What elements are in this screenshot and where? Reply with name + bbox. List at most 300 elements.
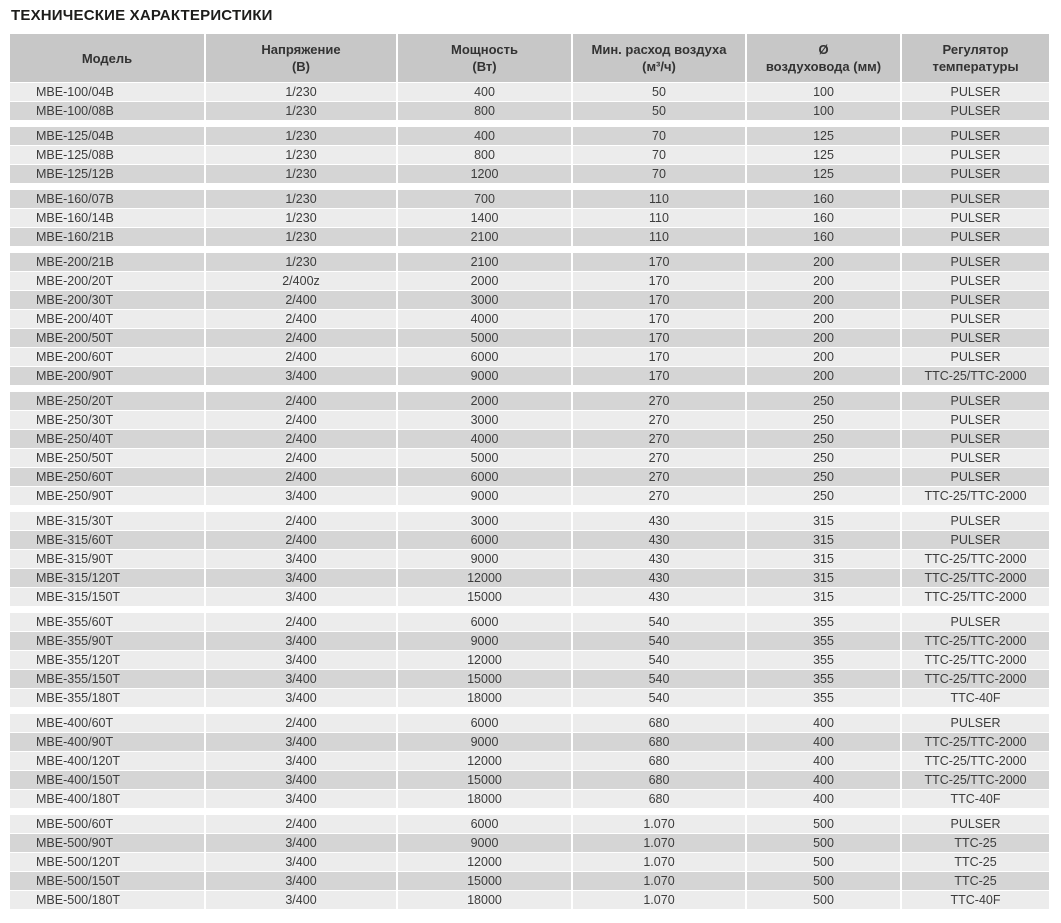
cell-power: 400 (398, 127, 571, 145)
cell-power: 4000 (398, 430, 571, 448)
cell-duct-diameter: 125 (747, 146, 900, 164)
cell-temp-regulator: PULSER (902, 253, 1049, 271)
cell-duct-diameter: 250 (747, 468, 900, 486)
column-header-label: Регулятор (942, 42, 1009, 57)
cell-model: MBE-250/90T (10, 487, 204, 505)
cell-model: MBE-355/150T (10, 670, 204, 688)
cell-airflow: 170 (573, 329, 745, 347)
cell-duct-diameter: 355 (747, 632, 900, 650)
cell-airflow: 430 (573, 512, 745, 530)
table-row (10, 430, 1051, 448)
cell-voltage: 3/400 (206, 733, 396, 751)
cell-temp-regulator: TTC-25/TTC-2000 (902, 632, 1049, 650)
cell-duct-diameter: 500 (747, 834, 900, 852)
cell-airflow: 70 (573, 165, 745, 183)
table-row (10, 632, 1051, 650)
cell-temp-regulator: PULSER (902, 83, 1049, 101)
cell-voltage: 3/400 (206, 872, 396, 890)
cell-temp-regulator: PULSER (902, 531, 1049, 549)
cell-temp-regulator: TTC-25 (902, 834, 1049, 852)
cell-model: MBE-400/120T (10, 752, 204, 770)
table-row (10, 569, 1051, 587)
cell-temp-regulator: PULSER (902, 228, 1049, 246)
cell-airflow: 540 (573, 689, 745, 707)
cell-voltage: 3/400 (206, 752, 396, 770)
cell-airflow: 110 (573, 190, 745, 208)
column-header-sublabel: (м³/ч) (642, 59, 676, 74)
table-row (10, 771, 1051, 789)
column-header-airflow (573, 34, 745, 82)
cell-airflow: 430 (573, 531, 745, 549)
table-row (10, 752, 1051, 770)
cell-model: MBE-315/120T (10, 569, 204, 587)
cell-power: 2000 (398, 272, 571, 290)
column-header-label: Ø (818, 42, 829, 57)
cell-power: 1400 (398, 209, 571, 227)
cell-model: MBE-250/60T (10, 468, 204, 486)
cell-temp-regulator: PULSER (902, 468, 1049, 486)
cell-duct-diameter: 355 (747, 613, 900, 631)
cell-voltage: 2/400 (206, 430, 396, 448)
cell-power: 3000 (398, 411, 571, 429)
table-row (10, 891, 1051, 909)
cell-power: 9000 (398, 487, 571, 505)
cell-power: 9000 (398, 550, 571, 568)
cell-temp-regulator: PULSER (902, 430, 1049, 448)
cell-temp-regulator: PULSER (902, 512, 1049, 530)
cell-temp-regulator: PULSER (902, 815, 1049, 833)
specs-table (10, 34, 1051, 909)
cell-airflow: 680 (573, 752, 745, 770)
cell-airflow: 270 (573, 430, 745, 448)
cell-voltage: 1/230 (206, 190, 396, 208)
cell-model: MBE-200/21B (10, 253, 204, 271)
cell-model: MBE-160/21B (10, 228, 204, 246)
cell-voltage: 3/400 (206, 771, 396, 789)
table-row (10, 392, 1051, 410)
cell-power: 15000 (398, 588, 571, 606)
cell-temp-regulator: TTC-25 (902, 872, 1049, 890)
cell-airflow: 540 (573, 670, 745, 688)
group-separator (10, 708, 1051, 713)
cell-temp-regulator: TTC-25/TTC-2000 (902, 487, 1049, 505)
cell-voltage: 2/400 (206, 449, 396, 467)
cell-model: MBE-160/07B (10, 190, 204, 208)
table-header-row (10, 34, 1051, 82)
cell-duct-diameter: 200 (747, 310, 900, 328)
cell-voltage: 2/400 (206, 348, 396, 366)
table-row (10, 449, 1051, 467)
cell-temp-regulator: PULSER (902, 714, 1049, 732)
cell-voltage: 2/400 (206, 714, 396, 732)
table-row (10, 272, 1051, 290)
cell-model: MBE-500/90T (10, 834, 204, 852)
cell-temp-regulator: TTC-25/TTC-2000 (902, 569, 1049, 587)
cell-temp-regulator: PULSER (902, 165, 1049, 183)
cell-airflow: 70 (573, 146, 745, 164)
cell-power: 4000 (398, 310, 571, 328)
cell-temp-regulator: PULSER (902, 348, 1049, 366)
cell-model: MBE-500/180T (10, 891, 204, 909)
cell-power: 6000 (398, 531, 571, 549)
cell-voltage: 3/400 (206, 588, 396, 606)
cell-airflow: 170 (573, 272, 745, 290)
cell-airflow: 70 (573, 127, 745, 145)
table-row (10, 512, 1051, 530)
cell-temp-regulator: PULSER (902, 291, 1049, 309)
table-row (10, 550, 1051, 568)
cell-model: MBE-500/150T (10, 872, 204, 890)
cell-temp-regulator: TTC-25/TTC-2000 (902, 752, 1049, 770)
cell-airflow: 270 (573, 449, 745, 467)
group-separator (10, 607, 1051, 612)
cell-voltage: 3/400 (206, 550, 396, 568)
cell-voltage: 3/400 (206, 367, 396, 385)
table-row (10, 689, 1051, 707)
column-header-duct-diameter (747, 34, 900, 82)
cell-model: MBE-315/30T (10, 512, 204, 530)
cell-airflow: 270 (573, 392, 745, 410)
cell-temp-regulator: PULSER (902, 127, 1049, 145)
cell-temp-regulator: PULSER (902, 613, 1049, 631)
table-row (10, 411, 1051, 429)
column-header-label: Мин. расход воздуха (591, 42, 727, 57)
cell-power: 2100 (398, 228, 571, 246)
column-header-temp-regulator (902, 34, 1049, 82)
table-row (10, 468, 1051, 486)
cell-temp-regulator: PULSER (902, 146, 1049, 164)
cell-model: MBE-355/60T (10, 613, 204, 631)
cell-duct-diameter: 200 (747, 348, 900, 366)
cell-power: 12000 (398, 651, 571, 669)
cell-duct-diameter: 400 (747, 714, 900, 732)
cell-duct-diameter: 315 (747, 569, 900, 587)
cell-duct-diameter: 200 (747, 329, 900, 347)
cell-duct-diameter: 100 (747, 83, 900, 101)
cell-power: 1200 (398, 165, 571, 183)
cell-airflow: 170 (573, 291, 745, 309)
cell-duct-diameter: 355 (747, 689, 900, 707)
cell-duct-diameter: 315 (747, 531, 900, 549)
cell-airflow: 680 (573, 771, 745, 789)
cell-temp-regulator: PULSER (902, 310, 1049, 328)
cell-power: 6000 (398, 613, 571, 631)
cell-model: MBE-100/08B (10, 102, 204, 120)
cell-duct-diameter: 250 (747, 487, 900, 505)
cell-temp-regulator: TTC-25/TTC-2000 (902, 367, 1049, 385)
group-separator (10, 506, 1051, 511)
cell-model: MBE-400/60T (10, 714, 204, 732)
cell-airflow: 540 (573, 632, 745, 650)
cell-temp-regulator: TTC-25/TTC-2000 (902, 588, 1049, 606)
cell-voltage: 2/400 (206, 411, 396, 429)
cell-temp-regulator: TTC-25/TTC-2000 (902, 771, 1049, 789)
cell-airflow: 110 (573, 228, 745, 246)
table-row (10, 714, 1051, 732)
cell-duct-diameter: 500 (747, 853, 900, 871)
cell-model: MBE-355/180T (10, 689, 204, 707)
cell-airflow: 1.070 (573, 834, 745, 852)
cell-model: MBE-200/20T (10, 272, 204, 290)
cell-voltage: 3/400 (206, 891, 396, 909)
table-row (10, 531, 1051, 549)
cell-voltage: 3/400 (206, 569, 396, 587)
cell-power: 18000 (398, 891, 571, 909)
group-separator (10, 121, 1051, 126)
cell-model: MBE-355/120T (10, 651, 204, 669)
cell-model: MBE-250/40T (10, 430, 204, 448)
cell-duct-diameter: 125 (747, 165, 900, 183)
cell-power: 12000 (398, 752, 571, 770)
cell-airflow: 270 (573, 411, 745, 429)
cell-airflow: 1.070 (573, 815, 745, 833)
cell-voltage: 2/400 (206, 291, 396, 309)
table-row (10, 310, 1051, 328)
cell-temp-regulator: PULSER (902, 102, 1049, 120)
cell-model: MBE-250/30T (10, 411, 204, 429)
cell-power: 6000 (398, 468, 571, 486)
cell-duct-diameter: 250 (747, 430, 900, 448)
cell-model: MBE-400/150T (10, 771, 204, 789)
cell-duct-diameter: 100 (747, 102, 900, 120)
cell-voltage: 2/400 (206, 329, 396, 347)
cell-power: 9000 (398, 733, 571, 751)
column-header-sublabel: температуры (932, 59, 1019, 74)
cell-model: MBE-250/20T (10, 392, 204, 410)
cell-power: 12000 (398, 853, 571, 871)
cell-power: 800 (398, 102, 571, 120)
cell-model: MBE-400/180T (10, 790, 204, 808)
cell-model: MBE-200/40T (10, 310, 204, 328)
cell-voltage: 3/400 (206, 689, 396, 707)
cell-airflow: 1.070 (573, 853, 745, 871)
cell-duct-diameter: 500 (747, 872, 900, 890)
table-row (10, 190, 1051, 208)
table-row (10, 613, 1051, 631)
column-header-sublabel: (Вт) (472, 59, 497, 74)
page-title: ТЕХНИЧЕСКИЕ ХАРАКТЕРИСТИКИ (11, 7, 273, 24)
cell-voltage: 3/400 (206, 834, 396, 852)
cell-model: MBE-200/30T (10, 291, 204, 309)
cell-temp-regulator: PULSER (902, 272, 1049, 290)
column-header-model (10, 34, 204, 82)
cell-voltage: 2/400 (206, 613, 396, 631)
table-row (10, 348, 1051, 366)
cell-airflow: 680 (573, 733, 745, 751)
column-header-label: Модель (81, 50, 133, 66)
cell-airflow: 110 (573, 209, 745, 227)
cell-power: 18000 (398, 790, 571, 808)
cell-airflow: 170 (573, 310, 745, 328)
cell-power: 6000 (398, 815, 571, 833)
cell-power: 18000 (398, 689, 571, 707)
cell-voltage: 2/400 (206, 392, 396, 410)
cell-voltage: 3/400 (206, 632, 396, 650)
cell-duct-diameter: 355 (747, 670, 900, 688)
cell-airflow: 430 (573, 550, 745, 568)
table-row (10, 651, 1051, 669)
table-body (10, 83, 1051, 909)
cell-duct-diameter: 200 (747, 291, 900, 309)
group-separator (10, 184, 1051, 189)
table-row (10, 209, 1051, 227)
cell-duct-diameter: 500 (747, 815, 900, 833)
cell-duct-diameter: 500 (747, 891, 900, 909)
cell-airflow: 1.070 (573, 872, 745, 890)
table-row (10, 253, 1051, 271)
cell-duct-diameter: 315 (747, 588, 900, 606)
cell-temp-regulator: TTC-25 (902, 853, 1049, 871)
cell-power: 5000 (398, 329, 571, 347)
cell-duct-diameter: 400 (747, 733, 900, 751)
cell-model: MBE-315/60T (10, 531, 204, 549)
cell-power: 6000 (398, 348, 571, 366)
cell-model: MBE-200/60T (10, 348, 204, 366)
cell-voltage: 1/230 (206, 209, 396, 227)
cell-airflow: 50 (573, 83, 745, 101)
cell-model: MBE-500/60T (10, 815, 204, 833)
table-row (10, 670, 1051, 688)
cell-airflow: 540 (573, 613, 745, 631)
cell-power: 15000 (398, 670, 571, 688)
cell-airflow: 1.070 (573, 891, 745, 909)
cell-airflow: 170 (573, 367, 745, 385)
cell-duct-diameter: 400 (747, 771, 900, 789)
column-header-voltage (206, 34, 396, 82)
cell-power: 700 (398, 190, 571, 208)
cell-power: 15000 (398, 872, 571, 890)
cell-power: 5000 (398, 449, 571, 467)
cell-duct-diameter: 200 (747, 272, 900, 290)
cell-temp-regulator: TTC-40F (902, 790, 1049, 808)
group-separator (10, 386, 1051, 391)
cell-voltage: 1/230 (206, 83, 396, 101)
cell-voltage: 3/400 (206, 651, 396, 669)
cell-temp-regulator: TTC-40F (902, 689, 1049, 707)
cell-duct-diameter: 315 (747, 512, 900, 530)
cell-airflow: 170 (573, 348, 745, 366)
table-row (10, 228, 1051, 246)
cell-airflow: 680 (573, 790, 745, 808)
cell-temp-regulator: TTC-40F (902, 891, 1049, 909)
cell-power: 2000 (398, 392, 571, 410)
table-row (10, 834, 1051, 852)
cell-power: 3000 (398, 291, 571, 309)
cell-airflow: 270 (573, 487, 745, 505)
table-row (10, 102, 1051, 120)
table-row (10, 487, 1051, 505)
cell-temp-regulator: PULSER (902, 209, 1049, 227)
cell-model: MBE-100/04B (10, 83, 204, 101)
cell-model: MBE-315/90T (10, 550, 204, 568)
cell-duct-diameter: 125 (747, 127, 900, 145)
column-header-label: Мощность (451, 42, 518, 57)
cell-model: MBE-160/14B (10, 209, 204, 227)
table-row (10, 146, 1051, 164)
cell-model: MBE-125/04B (10, 127, 204, 145)
table-row (10, 733, 1051, 751)
table-row (10, 367, 1051, 385)
table-row (10, 588, 1051, 606)
cell-temp-regulator: PULSER (902, 411, 1049, 429)
cell-airflow: 430 (573, 569, 745, 587)
cell-voltage: 3/400 (206, 853, 396, 871)
cell-airflow: 50 (573, 102, 745, 120)
cell-power: 9000 (398, 367, 571, 385)
cell-temp-regulator: PULSER (902, 190, 1049, 208)
cell-power: 800 (398, 146, 571, 164)
cell-model: MBE-400/90T (10, 733, 204, 751)
cell-power: 2100 (398, 253, 571, 271)
cell-power: 9000 (398, 632, 571, 650)
column-header-sublabel: (В) (291, 59, 311, 74)
cell-model: MBE-500/120T (10, 853, 204, 871)
table-row (10, 329, 1051, 347)
column-header-sublabel: воздуховода (мм) (765, 59, 882, 74)
cell-temp-regulator: PULSER (902, 392, 1049, 410)
cell-airflow: 540 (573, 651, 745, 669)
cell-airflow: 680 (573, 714, 745, 732)
column-header-label: Напряжение (261, 42, 341, 57)
cell-voltage: 1/230 (206, 127, 396, 145)
cell-voltage: 1/230 (206, 228, 396, 246)
cell-voltage: 1/230 (206, 253, 396, 271)
table-row (10, 127, 1051, 145)
cell-temp-regulator: TTC-25/TTC-2000 (902, 651, 1049, 669)
table-row (10, 872, 1051, 890)
cell-temp-regulator: TTC-25/TTC-2000 (902, 550, 1049, 568)
cell-duct-diameter: 160 (747, 190, 900, 208)
cell-model: MBE-125/08B (10, 146, 204, 164)
cell-temp-regulator: PULSER (902, 449, 1049, 467)
cell-airflow: 170 (573, 253, 745, 271)
table-row (10, 815, 1051, 833)
cell-voltage: 3/400 (206, 670, 396, 688)
cell-voltage: 2/400 (206, 531, 396, 549)
cell-power: 15000 (398, 771, 571, 789)
cell-voltage: 2/400 (206, 468, 396, 486)
table-row (10, 790, 1051, 808)
cell-duct-diameter: 400 (747, 790, 900, 808)
cell-duct-diameter: 355 (747, 651, 900, 669)
cell-model: MBE-200/90T (10, 367, 204, 385)
column-header-power (398, 34, 571, 82)
group-separator (10, 809, 1051, 814)
cell-duct-diameter: 250 (747, 411, 900, 429)
cell-temp-regulator: TTC-25/TTC-2000 (902, 733, 1049, 751)
table-row (10, 291, 1051, 309)
cell-voltage: 1/230 (206, 102, 396, 120)
cell-duct-diameter: 160 (747, 209, 900, 227)
cell-model: MBE-250/50T (10, 449, 204, 467)
cell-power: 9000 (398, 834, 571, 852)
cell-model: MBE-125/12B (10, 165, 204, 183)
cell-voltage: 3/400 (206, 487, 396, 505)
cell-duct-diameter: 400 (747, 752, 900, 770)
cell-duct-diameter: 200 (747, 367, 900, 385)
cell-airflow: 270 (573, 468, 745, 486)
cell-temp-regulator: PULSER (902, 329, 1049, 347)
cell-airflow: 430 (573, 588, 745, 606)
cell-voltage: 2/400 (206, 310, 396, 328)
cell-model: MBE-315/150T (10, 588, 204, 606)
table-row (10, 165, 1051, 183)
cell-duct-diameter: 250 (747, 392, 900, 410)
cell-temp-regulator: TTC-25/TTC-2000 (902, 670, 1049, 688)
cell-power: 6000 (398, 714, 571, 732)
cell-voltage: 2/400z (206, 272, 396, 290)
table-row (10, 83, 1051, 101)
